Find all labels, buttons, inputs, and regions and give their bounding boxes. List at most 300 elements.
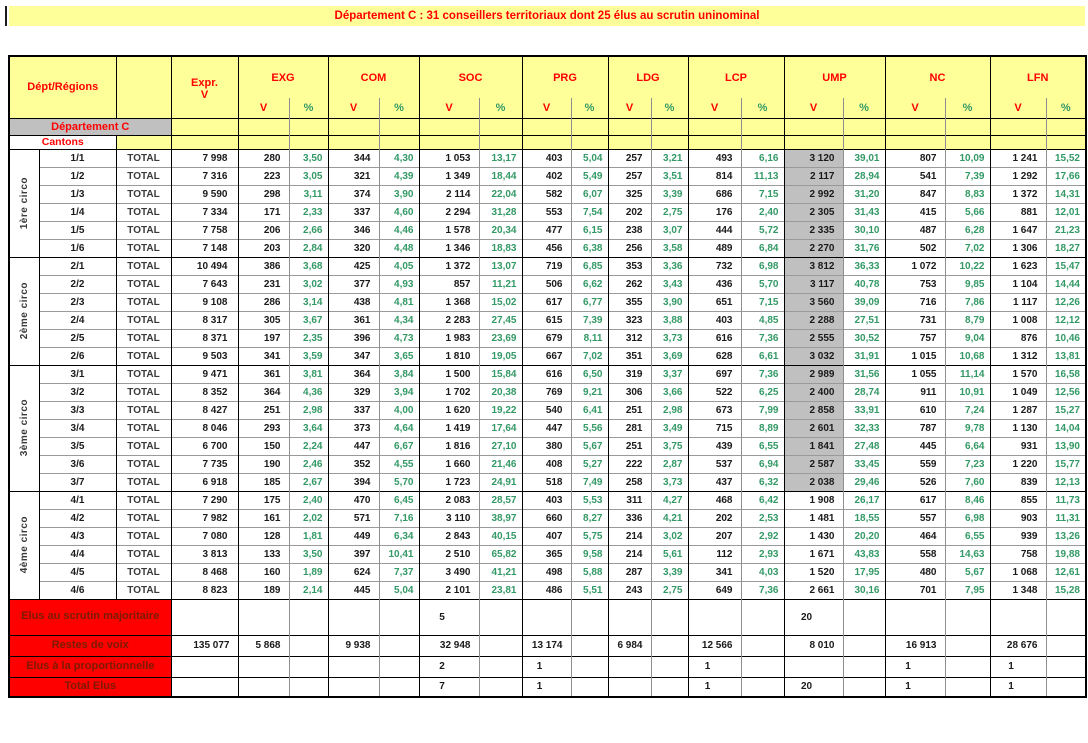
exg-votes-cell: 133: [238, 545, 289, 563]
prg-votes-cell: 540: [522, 401, 571, 419]
filler-cell: [171, 118, 238, 135]
total-label-cell: TOTAL: [116, 581, 171, 599]
summary-empty-pct-cell: [741, 656, 784, 677]
expr-value-cell: 6 918: [171, 473, 238, 491]
ump-pct-cell: 28,94: [843, 167, 885, 185]
summary-empty-pct-cell: [479, 677, 522, 697]
summary-empty-pct-cell: [571, 599, 608, 635]
soc-pct-cell: 18,44: [479, 167, 522, 185]
ldg-pct-cell: 3,69: [651, 347, 688, 365]
total-label-cell: TOTAL: [116, 293, 171, 311]
nc-pct-cell: 9,85: [945, 275, 990, 293]
summary-prg-cell: 1: [522, 677, 571, 697]
expr-value-cell: 9 471: [171, 365, 238, 383]
party-header-lfn: LFN: [990, 56, 1086, 98]
soc-votes-cell: 3 110: [419, 509, 479, 527]
canton-cell: 4/4: [39, 545, 116, 563]
filler-cell: [688, 135, 741, 149]
circo-label-cell: [9, 491, 39, 599]
ldg-pct-cell: 3,73: [651, 329, 688, 347]
com-votes-cell: 373: [328, 419, 379, 437]
title-bar: [5, 6, 1085, 26]
blank-header-cell: [116, 56, 171, 118]
exg-votes-cell: 293: [238, 419, 289, 437]
canton-row-1-5: [9, 221, 1086, 239]
summary-lfn-cell: 28 676: [990, 635, 1046, 656]
lcp-votes-cell: 715: [688, 419, 741, 437]
ump-votes-cell: 2 335: [784, 221, 843, 239]
lfn-votes-cell: 876: [990, 329, 1046, 347]
ldg-pct-cell: 4,21: [651, 509, 688, 527]
expr-value-cell: 8 352: [171, 383, 238, 401]
total-label-cell: TOTAL: [116, 563, 171, 581]
lfn-votes-cell: 1 104: [990, 275, 1046, 293]
summary-com-cell: 9 938: [328, 635, 379, 656]
exg-pct-cell: 3,68: [289, 257, 328, 275]
summary-com-cell: [328, 677, 379, 697]
lcp-votes-cell: 537: [688, 455, 741, 473]
ldg-pct-cell: 3,58: [651, 239, 688, 257]
filler-cell: [522, 135, 571, 149]
lfn-votes-cell: 931: [990, 437, 1046, 455]
com-pct-cell: 7,16: [379, 509, 419, 527]
nc-pct-cell: 8,79: [945, 311, 990, 329]
canton-cell: 1/2: [39, 167, 116, 185]
ldg-pct-cell: 3,43: [651, 275, 688, 293]
canton-row-3-6: [9, 455, 1086, 473]
ldg-votes-cell: 222: [608, 455, 651, 473]
com-votes-cell: 337: [328, 203, 379, 221]
com-pct-cell: 3,90: [379, 185, 419, 203]
filler-cell: [289, 118, 328, 135]
prg-votes-cell: 582: [522, 185, 571, 203]
nc-votes-cell: 558: [885, 545, 945, 563]
com-votes-cell: 364: [328, 365, 379, 383]
exg-votes-cell: 223: [238, 167, 289, 185]
com-votes-cell: 438: [328, 293, 379, 311]
lfn-pct-cell: 15,27: [1046, 401, 1086, 419]
total-label-cell: TOTAL: [116, 149, 171, 167]
summary-lcp-cell: 1: [688, 656, 741, 677]
filler-cell: [885, 135, 945, 149]
ldg-votes-cell: 202: [608, 203, 651, 221]
expr-value-cell: 8 823: [171, 581, 238, 599]
com-pct-cell: 4,46: [379, 221, 419, 239]
exg-votes-cell: 185: [238, 473, 289, 491]
ump-pct-cell: 33,91: [843, 401, 885, 419]
prg-pct-cell: 7,49: [571, 473, 608, 491]
ump-votes-cell: 1 671: [784, 545, 843, 563]
filler-cell: [571, 135, 608, 149]
com-pct-cell: 4,81: [379, 293, 419, 311]
ldg-pct-cell: 3,88: [651, 311, 688, 329]
canton-cell: 3/3: [39, 401, 116, 419]
prg-votes-cell: 616: [522, 365, 571, 383]
ump-pct-cell: 27,48: [843, 437, 885, 455]
prg-votes-cell: 402: [522, 167, 571, 185]
summary-lfn-cell: 1: [990, 656, 1046, 677]
ump-pct-cell: 18,55: [843, 509, 885, 527]
total-label-cell: TOTAL: [116, 347, 171, 365]
ldg-votes-cell: 306: [608, 383, 651, 401]
summary-empty-pct-cell: [289, 677, 328, 697]
nc-votes-cell: 701: [885, 581, 945, 599]
prg-votes-cell: 660: [522, 509, 571, 527]
com-pct-cell: 4,39: [379, 167, 419, 185]
lfn-votes-cell: 1 306: [990, 239, 1046, 257]
nc-votes-cell: 610: [885, 401, 945, 419]
summary-empty-pct-cell: [741, 635, 784, 656]
party-header-exg: EXG: [238, 56, 328, 98]
com-pct-cell: 5,04: [379, 581, 419, 599]
summary-row: [9, 599, 1086, 635]
com-votes-cell: 347: [328, 347, 379, 365]
lfn-pct-cell: 12,26: [1046, 293, 1086, 311]
summary-empty-pct-cell: [571, 656, 608, 677]
ump-pct-cell: 33,45: [843, 455, 885, 473]
canton-cell: 1/3: [39, 185, 116, 203]
prg-votes-cell: 408: [522, 455, 571, 473]
ump-pct-cell: 32,33: [843, 419, 885, 437]
nc-votes-cell: 415: [885, 203, 945, 221]
lcp-pct-cell: 7,15: [741, 185, 784, 203]
exg-votes-cell: 231: [238, 275, 289, 293]
expr-value-cell: 7 982: [171, 509, 238, 527]
filler-cell: [419, 135, 479, 149]
prg-votes-cell: 719: [522, 257, 571, 275]
prg-votes-cell: 486: [522, 581, 571, 599]
v-subheader-nc: V: [885, 98, 945, 118]
summary-soc-cell: 2: [419, 656, 479, 677]
summary-expr-cell: [171, 656, 238, 677]
expr-value-cell: 7 998: [171, 149, 238, 167]
soc-pct-cell: 23,81: [479, 581, 522, 599]
soc-votes-cell: 1 578: [419, 221, 479, 239]
summary-row: [9, 635, 1086, 656]
canton-row-3-5: [9, 437, 1086, 455]
ldg-votes-cell: 325: [608, 185, 651, 203]
exg-pct-cell: 2,33: [289, 203, 328, 221]
soc-votes-cell: 1 346: [419, 239, 479, 257]
lcp-pct-cell: 6,94: [741, 455, 784, 473]
filler-cell: [479, 118, 522, 135]
v-subheader-soc: V: [419, 98, 479, 118]
exg-pct-cell: 2,66: [289, 221, 328, 239]
lfn-votes-cell: 1 287: [990, 401, 1046, 419]
lfn-pct-cell: 19,88: [1046, 545, 1086, 563]
soc-pct-cell: 38,97: [479, 509, 522, 527]
expr-value-cell: 8 371: [171, 329, 238, 347]
summary-exg-cell: 5 868: [238, 635, 289, 656]
soc-votes-cell: 1 620: [419, 401, 479, 419]
expr-value-cell: 7 758: [171, 221, 238, 239]
ldg-pct-cell: 3,07: [651, 221, 688, 239]
lfn-votes-cell: 881: [990, 203, 1046, 221]
soc-votes-cell: 1 419: [419, 419, 479, 437]
lfn-pct-cell: 13,90: [1046, 437, 1086, 455]
v-subheader-ldg: V: [608, 98, 651, 118]
filler-cell: [379, 118, 419, 135]
total-label-cell: TOTAL: [116, 239, 171, 257]
ldg-pct-cell: 3,39: [651, 185, 688, 203]
lcp-pct-cell: 5,72: [741, 221, 784, 239]
lfn-votes-cell: 1 049: [990, 383, 1046, 401]
lcp-votes-cell: 732: [688, 257, 741, 275]
ldg-pct-cell: 2,75: [651, 203, 688, 221]
com-pct-cell: 4,30: [379, 149, 419, 167]
summary-lcp-cell: 12 566: [688, 635, 741, 656]
lfn-votes-cell: 903: [990, 509, 1046, 527]
summary-soc-cell: 7: [419, 677, 479, 697]
exg-votes-cell: 361: [238, 365, 289, 383]
com-votes-cell: 344: [328, 149, 379, 167]
summary-empty-pct-cell: [289, 599, 328, 635]
lcp-votes-cell: 522: [688, 383, 741, 401]
com-pct-cell: 4,93: [379, 275, 419, 293]
lcp-votes-cell: 112: [688, 545, 741, 563]
lcp-votes-cell: 651: [688, 293, 741, 311]
filler-cell: [238, 118, 289, 135]
title-left-tick: [5, 6, 7, 26]
nc-pct-cell: 5,67: [945, 563, 990, 581]
ldg-votes-cell: 257: [608, 149, 651, 167]
circo-label-cell: [9, 257, 39, 365]
lfn-pct-cell: 15,28: [1046, 581, 1086, 599]
soc-pct-cell: 13,07: [479, 257, 522, 275]
lcp-pct-cell: 6,84: [741, 239, 784, 257]
total-label-cell: TOTAL: [116, 527, 171, 545]
lfn-pct-cell: 14,04: [1046, 419, 1086, 437]
com-votes-cell: 447: [328, 437, 379, 455]
nc-votes-cell: 487: [885, 221, 945, 239]
summary-empty-pct-cell: [945, 677, 990, 697]
nc-pct-cell: 5,66: [945, 203, 990, 221]
com-pct-cell: 4,60: [379, 203, 419, 221]
page-title: Département C : 31 conseillers territoriaux dont 25 élus au scrutin uninominal: [9, 6, 1085, 26]
ump-votes-cell: 2 989: [784, 365, 843, 383]
prg-pct-cell: 5,56: [571, 419, 608, 437]
filler-cell: [885, 118, 945, 135]
summary-lcp-cell: 1: [688, 677, 741, 697]
exg-votes-cell: 341: [238, 347, 289, 365]
expr-value-cell: 9 503: [171, 347, 238, 365]
ump-pct-cell: 30,52: [843, 329, 885, 347]
ldg-votes-cell: 312: [608, 329, 651, 347]
com-votes-cell: 374: [328, 185, 379, 203]
prg-votes-cell: 617: [522, 293, 571, 311]
circo-label-cell: [9, 149, 39, 257]
nc-votes-cell: 731: [885, 311, 945, 329]
lcp-pct-cell: 6,25: [741, 383, 784, 401]
summary-empty-pct-cell: [479, 656, 522, 677]
soc-votes-cell: 1 349: [419, 167, 479, 185]
nc-pct-cell: 6,64: [945, 437, 990, 455]
summary-empty-pct-cell: [571, 635, 608, 656]
party-header-prg: PRG: [522, 56, 608, 98]
soc-pct-cell: 17,64: [479, 419, 522, 437]
lcp-votes-cell: 493: [688, 149, 741, 167]
ump-pct-cell: 36,33: [843, 257, 885, 275]
lcp-pct-cell: 2,92: [741, 527, 784, 545]
lcp-votes-cell: 403: [688, 311, 741, 329]
pct-subheader-lfn: %: [1046, 98, 1086, 118]
ldg-votes-cell: 262: [608, 275, 651, 293]
exg-pct-cell: 3,67: [289, 311, 328, 329]
exg-votes-cell: 190: [238, 455, 289, 473]
pct-subheader-lcp: %: [741, 98, 784, 118]
exg-votes-cell: 161: [238, 509, 289, 527]
ldg-pct-cell: 3,37: [651, 365, 688, 383]
prg-pct-cell: 6,41: [571, 401, 608, 419]
soc-pct-cell: 15,84: [479, 365, 522, 383]
com-votes-cell: 321: [328, 167, 379, 185]
lfn-votes-cell: 1 647: [990, 221, 1046, 239]
ump-votes-cell: 1 908: [784, 491, 843, 509]
lcp-votes-cell: 489: [688, 239, 741, 257]
v-subheader-lfn: V: [990, 98, 1046, 118]
canton-row-3-3: [9, 401, 1086, 419]
expr-value-cell: 10 494: [171, 257, 238, 275]
circo-label: 2ème circo: [18, 282, 30, 340]
v-subheader-ump: V: [784, 98, 843, 118]
prg-pct-cell: 6,85: [571, 257, 608, 275]
ldg-pct-cell: 2,98: [651, 401, 688, 419]
nc-votes-cell: 1 015: [885, 347, 945, 365]
ump-pct-cell: 31,56: [843, 365, 885, 383]
ump-votes-cell: 3 120: [784, 149, 843, 167]
ump-votes-cell: 3 117: [784, 275, 843, 293]
lfn-votes-cell: 939: [990, 527, 1046, 545]
lcp-pct-cell: 6,42: [741, 491, 784, 509]
total-label-cell: TOTAL: [116, 275, 171, 293]
ump-votes-cell: 2 400: [784, 383, 843, 401]
summary-empty-pct-cell: [843, 677, 885, 697]
exg-pct-cell: 2,40: [289, 491, 328, 509]
com-votes-cell: 394: [328, 473, 379, 491]
ump-votes-cell: 3 812: [784, 257, 843, 275]
nc-votes-cell: 464: [885, 527, 945, 545]
summary-empty-pct-cell: [741, 677, 784, 697]
summary-prg-cell: [522, 599, 571, 635]
exg-votes-cell: 386: [238, 257, 289, 275]
summary-empty-pct-cell: [651, 656, 688, 677]
canton-row-2-6: [9, 347, 1086, 365]
expr-label: Expr.: [191, 76, 218, 89]
total-label-cell: TOTAL: [116, 455, 171, 473]
lfn-votes-cell: 1 623: [990, 257, 1046, 275]
prg-pct-cell: 5,04: [571, 149, 608, 167]
prg-pct-cell: 6,50: [571, 365, 608, 383]
lfn-votes-cell: 1 220: [990, 455, 1046, 473]
soc-pct-cell: 22,04: [479, 185, 522, 203]
ump-pct-cell: 31,20: [843, 185, 885, 203]
lfn-votes-cell: 1 348: [990, 581, 1046, 599]
nc-votes-cell: 1 055: [885, 365, 945, 383]
prg-votes-cell: 380: [522, 437, 571, 455]
lcp-votes-cell: 341: [688, 563, 741, 581]
filler-cell: [651, 135, 688, 149]
filler-cell: [1046, 135, 1086, 149]
com-votes-cell: 346: [328, 221, 379, 239]
ump-pct-cell: 30,10: [843, 221, 885, 239]
soc-pct-cell: 21,46: [479, 455, 522, 473]
summary-ldg-cell: 6 984: [608, 635, 651, 656]
prg-votes-cell: 518: [522, 473, 571, 491]
nc-votes-cell: 753: [885, 275, 945, 293]
ump-votes-cell: 2 038: [784, 473, 843, 491]
total-label-cell: TOTAL: [116, 437, 171, 455]
canton-row-3-7: [9, 473, 1086, 491]
total-label-cell: TOTAL: [116, 311, 171, 329]
exg-votes-cell: 197: [238, 329, 289, 347]
expr-value-cell: 7 080: [171, 527, 238, 545]
lcp-pct-cell: 7,99: [741, 401, 784, 419]
summary-empty-pct-cell: [843, 599, 885, 635]
lcp-votes-cell: 176: [688, 203, 741, 221]
summary-empty-pct-cell: [1046, 677, 1086, 697]
nc-votes-cell: 480: [885, 563, 945, 581]
soc-pct-cell: 27,10: [479, 437, 522, 455]
ump-votes-cell: 2 661: [784, 581, 843, 599]
summary-row: [9, 656, 1086, 677]
cantons-row: [9, 135, 1086, 149]
nc-pct-cell: 6,98: [945, 509, 990, 527]
expr-value-cell: 6 700: [171, 437, 238, 455]
summary-empty-pct-cell: [379, 656, 419, 677]
total-label-cell: TOTAL: [116, 545, 171, 563]
exg-votes-cell: 305: [238, 311, 289, 329]
ldg-votes-cell: 355: [608, 293, 651, 311]
nc-pct-cell: 7,02: [945, 239, 990, 257]
ump-votes-cell: 2 587: [784, 455, 843, 473]
prg-pct-cell: 5,49: [571, 167, 608, 185]
canton-row-4-4: [9, 545, 1086, 563]
party-header-ump: UMP: [784, 56, 885, 98]
nc-pct-cell: 11,14: [945, 365, 990, 383]
lcp-pct-cell: 6,16: [741, 149, 784, 167]
total-label-cell: TOTAL: [116, 383, 171, 401]
ump-votes-cell: 1 841: [784, 437, 843, 455]
exg-pct-cell: 3,05: [289, 167, 328, 185]
soc-votes-cell: 1 053: [419, 149, 479, 167]
lfn-votes-cell: 1 312: [990, 347, 1046, 365]
summary-label: Total Elus: [9, 677, 171, 697]
soc-votes-cell: 2 294: [419, 203, 479, 221]
summary-com-cell: [328, 599, 379, 635]
nc-votes-cell: 445: [885, 437, 945, 455]
summary-soc-cell: 5: [419, 599, 479, 635]
com-votes-cell: 396: [328, 329, 379, 347]
ump-pct-cell: 28,74: [843, 383, 885, 401]
nc-votes-cell: 526: [885, 473, 945, 491]
nc-votes-cell: 757: [885, 329, 945, 347]
filler-cell: [116, 135, 171, 149]
nc-votes-cell: 1 072: [885, 257, 945, 275]
com-pct-cell: 4,55: [379, 455, 419, 473]
com-pct-cell: 4,48: [379, 239, 419, 257]
ldg-votes-cell: 243: [608, 581, 651, 599]
summary-empty-pct-cell: [479, 635, 522, 656]
nc-pct-cell: 7,86: [945, 293, 990, 311]
nc-votes-cell: 716: [885, 293, 945, 311]
nc-pct-cell: 14,63: [945, 545, 990, 563]
nc-pct-cell: 6,28: [945, 221, 990, 239]
summary-ump-cell: 20: [784, 599, 843, 635]
nc-votes-cell: 557: [885, 509, 945, 527]
nc-pct-cell: 7,24: [945, 401, 990, 419]
ump-pct-cell: 31,76: [843, 239, 885, 257]
exg-pct-cell: 2,46: [289, 455, 328, 473]
